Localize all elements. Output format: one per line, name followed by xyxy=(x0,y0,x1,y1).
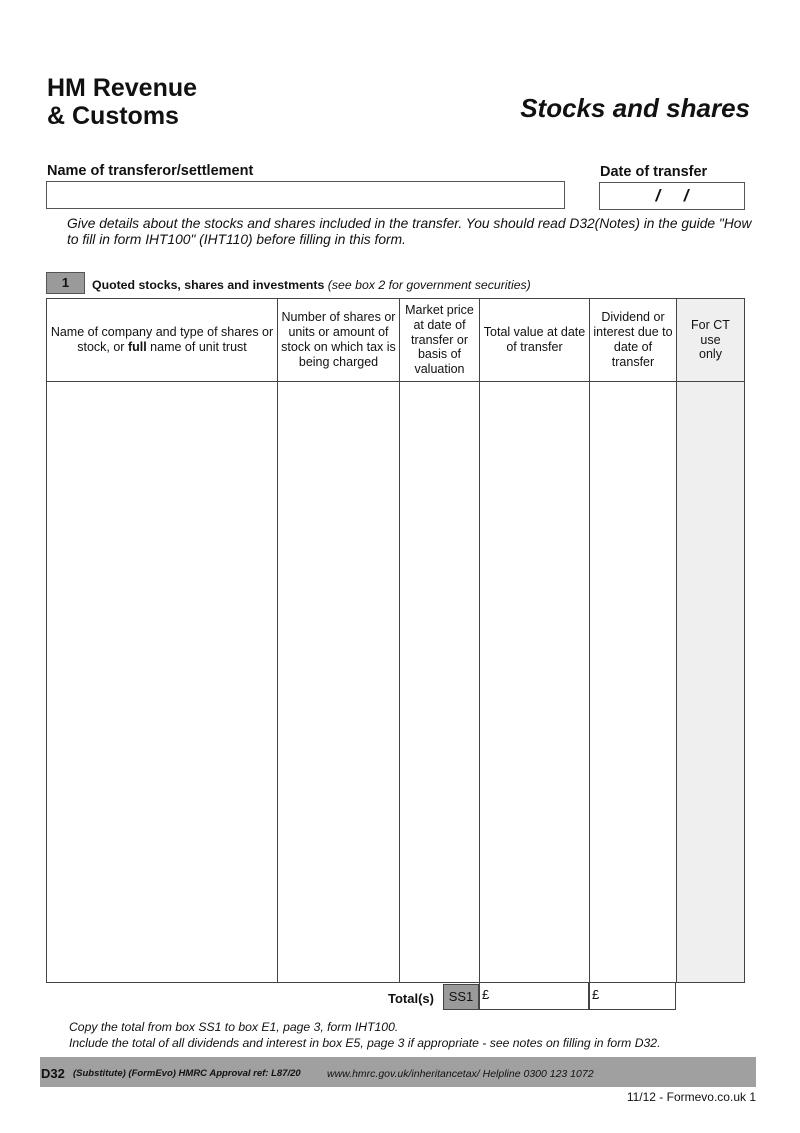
header-company-text-end: name of unit trust xyxy=(146,340,247,354)
column-company[interactable] xyxy=(47,299,278,982)
header-company-bold: full xyxy=(127,340,147,354)
transferor-label: Name of transferor/settlement xyxy=(47,163,254,179)
section-number: 1 xyxy=(46,272,85,294)
ss1-box-code: SS1 xyxy=(443,984,479,1010)
header-dividend: Dividend or interest due to date of transfer xyxy=(590,299,676,382)
note-line-1: Copy the total from box SS1 to box E1, page 3, form IHT100. xyxy=(69,1020,399,1034)
footer-form-code: D32 xyxy=(41,1066,65,1081)
column-number[interactable] xyxy=(278,299,400,982)
total-dividend-field[interactable]: £ xyxy=(589,983,676,1010)
header-market-price: Market price at date of transfer or basis of valuation xyxy=(400,299,479,382)
org-name xyxy=(47,74,197,130)
section-title xyxy=(92,278,531,292)
intro-text: Give details about the stocks and shares included in the transfer. You should read D32(Notes) in the guide "How to fill in form IHT100" (IHT110) before filling in this form. xyxy=(67,216,752,247)
notes xyxy=(69,1019,660,1051)
date-label: Date of transfer xyxy=(600,164,708,180)
column-market-price[interactable] xyxy=(400,299,480,982)
column-dividend[interactable] xyxy=(590,299,677,982)
transferor-field[interactable] xyxy=(46,181,565,209)
footer-website: www.hmrc.gov.uk/inheritancetax/ Helpline 0300 123 1072 xyxy=(327,1068,594,1080)
header-company-text: Name of company and type of shares or stock, or xyxy=(50,325,274,354)
totals-label: Total(s) xyxy=(388,991,434,1006)
page-reference: 11/12 - Formevo.co.uk 1 xyxy=(626,1090,756,1104)
page-title: Stocks and shares xyxy=(520,93,750,123)
note-line-2: Include the total of all dividends and interest in box E5, page 3 if appropriate - see notes on filling in form D32. xyxy=(69,1036,661,1050)
header-company xyxy=(47,299,277,382)
date-field[interactable]: / / xyxy=(599,182,745,210)
column-ct-use xyxy=(677,299,744,982)
org-name-line1: HM Revenue xyxy=(47,74,198,102)
section-title-note: (see box 2 for government securities) xyxy=(327,278,531,292)
stocks-table xyxy=(46,298,745,983)
org-name-line2: & Customs xyxy=(47,102,179,130)
header-number: Number of shares or units or amount of stock on which tax is being charged xyxy=(278,299,399,382)
header-total-value: Total value at date of transfer xyxy=(480,299,589,382)
header-ct-use: For CT use only xyxy=(677,299,744,382)
footer-approval: (Substitute) (FormEvo) HMRC Approval ref: L87/20 xyxy=(73,1068,301,1079)
column-total-value[interactable] xyxy=(480,299,590,982)
section-title-main: Quoted stocks, shares and investments xyxy=(92,278,325,292)
total-value-field[interactable]: £ xyxy=(479,983,589,1010)
